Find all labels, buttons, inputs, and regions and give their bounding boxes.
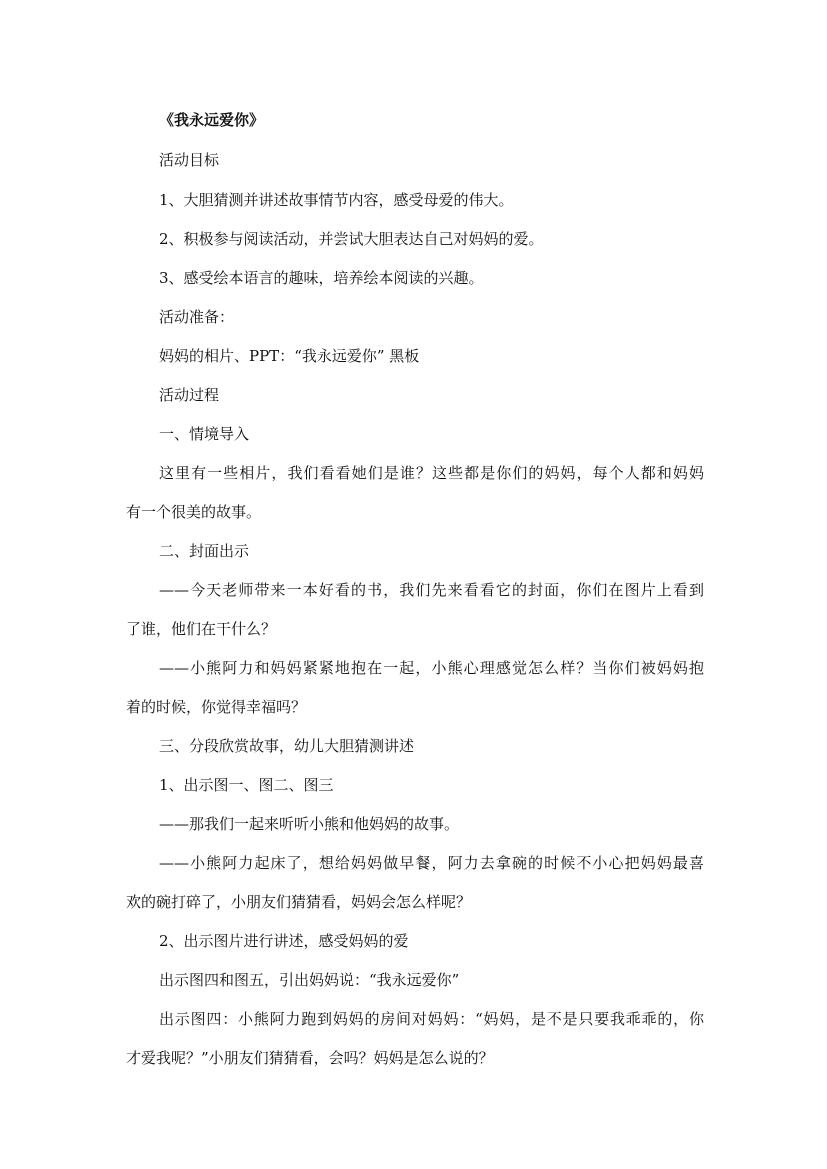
paragraph-line: 才爱我呢？”小朋友们猜猜看，会吗？妈妈是怎么说的？ <box>126 1049 494 1067</box>
paragraph-line: 着的时候，你觉得幸福吗？ <box>126 698 307 716</box>
paragraph-line: 出示图四：小熊阿力跑到妈妈的房间对妈妈：“妈妈，是不是只要我乖乖的，你 <box>159 1010 704 1028</box>
section-heading-goals: 活动目标 <box>159 151 220 169</box>
goal-item-2: 2、积极参与阅读活动，并尝试大胆表达自己对妈妈的爱。 <box>159 230 544 248</box>
paragraph-line: 这里有一些相片，我们看看她们是谁？这些都是你们的妈妈，每个人都和妈妈 <box>159 464 704 482</box>
step-heading-2: 二、封面出示 <box>159 542 250 560</box>
paragraph-line: ——今天老师带来一本好看的书，我们先来看看它的封面，你们在图片上看到 <box>159 581 704 599</box>
paragraph-line: 有一个很美的故事。 <box>126 503 262 521</box>
sub-step-2: 2、出示图片进行讲述，感受妈妈的爱 <box>159 932 409 950</box>
paragraph-line: 了谁，他们在干什么？ <box>126 620 277 638</box>
sub-step-1: 1、出示图一、图二、图三 <box>159 776 334 794</box>
section-heading-preparation: 活动准备： <box>159 308 235 326</box>
document-title: 《我永远爱你》 <box>159 111 265 129</box>
goal-item-1: 1、大胆猜测并讲述故事情节内容，感受母爱的伟大。 <box>159 191 514 209</box>
paragraph-line: ——那我们一起来听听小熊和他妈妈的故事。 <box>159 815 460 833</box>
paragraph-line: ——小熊阿力起床了，想给妈妈做早餐，阿力去拿碗的时候不小心把妈妈最喜 <box>159 854 704 872</box>
preparation-text: 妈妈的相片、PPT：“我永远爱你” 黑板 <box>159 347 420 365</box>
paragraph-line: 欢的碗打碎了，小朋友们猜猜看，妈妈会怎么样呢？ <box>126 893 472 911</box>
paragraph-line: 出示图四和图五，引出妈妈说：“我永远爱你” <box>159 971 460 989</box>
goal-item-3: 3、感受绘本语言的趣味，培养绘本阅读的兴趣。 <box>159 269 484 287</box>
step-heading-3: 三、分段欣赏故事，幼儿大胆猜测讲述 <box>159 737 415 755</box>
step-heading-1: 一、情境导入 <box>159 425 250 443</box>
section-heading-process: 活动过程 <box>159 386 220 404</box>
paragraph-line: ——小熊阿力和妈妈紧紧地抱在一起，小熊心理感觉怎么样？当你们被妈妈抱 <box>159 659 704 677</box>
